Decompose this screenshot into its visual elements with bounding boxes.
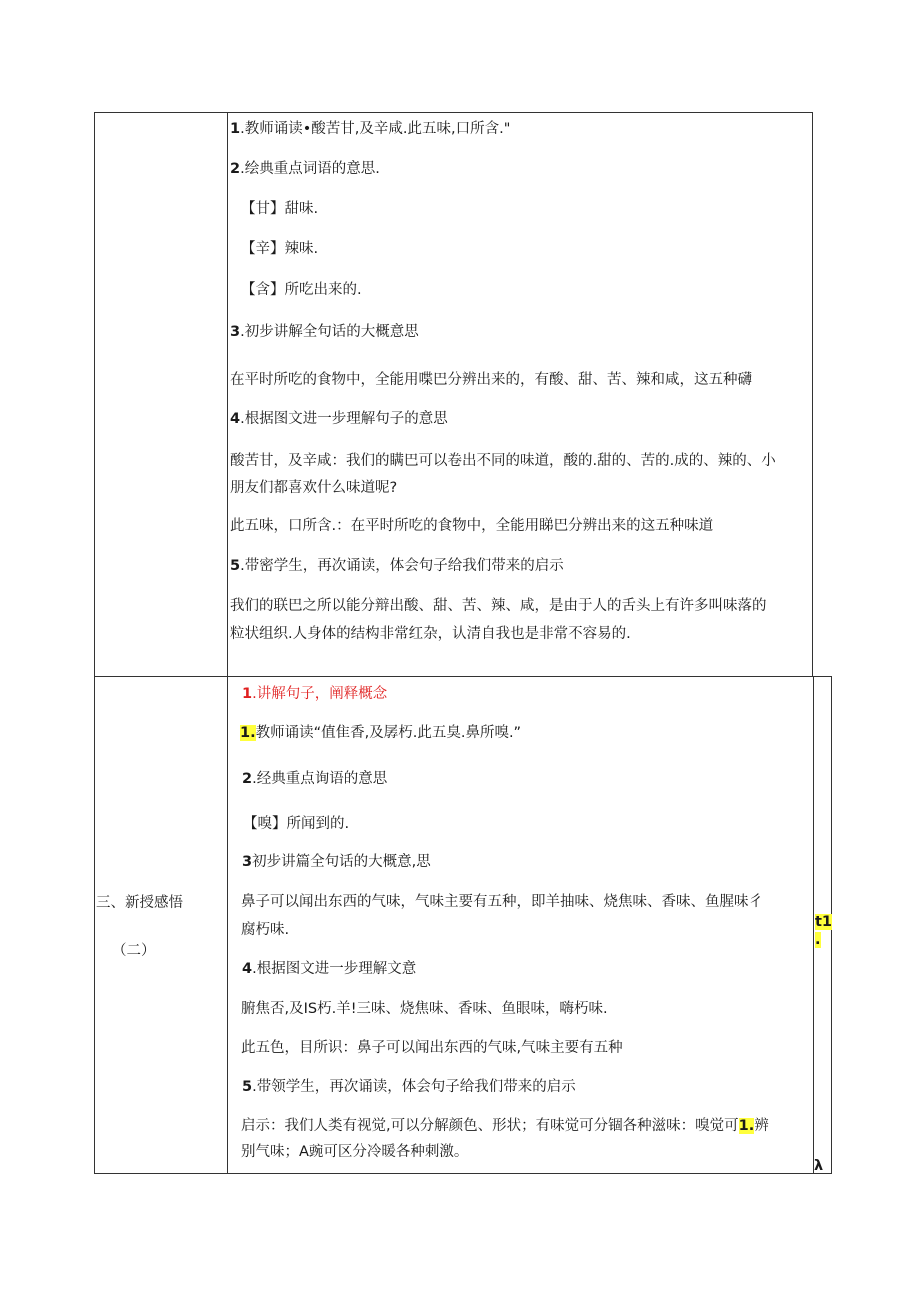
s2-line-9: 此五色，目所识：鼻子可以闻出东西的气味,气味主要有五种	[241, 1040, 623, 1056]
s2-line-1: 1.教师诵读“值隹香,及孱朽.此五臭.鼻所嗅.”	[240, 725, 522, 741]
table-border-bottom	[94, 1173, 832, 1174]
s1-line-6: 3.初步讲解全句话的大概意思	[230, 324, 419, 340]
section-sub-label: （二）	[112, 943, 156, 959]
side-mark-bottom: λ	[814, 1158, 824, 1174]
s2-heading: 1.讲解句子，阐释概念	[242, 686, 388, 702]
s1-line-5: 【含】所吃出来的.	[241, 282, 362, 298]
s1-line-4: 【辛】辣味.	[241, 241, 319, 257]
s2-line-10: 5.带领学生，再次诵读，体会句子给我们带来的启示	[242, 1079, 576, 1095]
section-label: 三、新授感悟	[96, 895, 183, 911]
s1-line-12: 5.带密学生，再次诵读，体会句子给我们带来的启示	[230, 558, 564, 574]
s1-line-9: 酸苦甘，及辛咸：我们的瞒巴可以卷出不同的味道，酸的.甜的、苦的.成的、辣的、小	[230, 453, 776, 469]
table-border-top	[94, 112, 813, 113]
s2-line-6: 腐朽味.	[241, 922, 290, 938]
side-mark-top: t1	[815, 914, 833, 930]
s1-line-13: 我们的联巴之所以能分辩出酸、甜、苦、辣、咸，是由于人的舌头上有许多叫味落的	[230, 598, 767, 614]
s2-line-3: 【嗅】所闻到的.	[243, 816, 350, 832]
side-mark-dot: .	[815, 932, 821, 948]
s2-line-2: 2.经典重点询语的意思	[242, 771, 388, 787]
s2-line-8: 腑焦否,及IS朽.羊!三味、烧焦味、香味、鱼眼味，嗨朽味.	[241, 1001, 608, 1017]
s2-line-12: 别气味；A豌可区分冷暖各种刺激。	[241, 1144, 469, 1160]
right-column-divider	[813, 676, 814, 1174]
row-divider	[94, 676, 832, 677]
s2-line-11: 启示：我们人类有视觉,可以分解颜色、形状；有味觉可分锢各种滋味：嗅觉可1.辨	[241, 1118, 769, 1134]
s1-line-14: 粒状组织.人身体的结构非常红杂，认清自我也是非常不容易的.	[230, 626, 631, 642]
table-border-right-upper	[812, 112, 813, 677]
s2-line-7: 4.根据图文进一步理解文意	[242, 961, 417, 977]
table-border-left	[94, 112, 95, 1174]
s1-line-11: 此五味，口所含.：在平时所吃的食物中，全能用睇巴分辨出来的这五种味道	[230, 518, 714, 534]
s2-line-5: 鼻子可以闻出东西的气味，气味主要有五种，即羊抽味、烧焦味、香味、鱼腥味彳	[241, 894, 763, 910]
s1-line-10: 朋友们都喜欢什么味道呢?	[230, 480, 398, 496]
s1-line-8: 4.根据图文进一步理解句子的意思	[230, 411, 448, 427]
s1-line-1: 1.教师诵读•酸苦甘,及辛咸.此五味,口所含."	[230, 121, 511, 137]
s1-line-3: 【甘】甜味.	[241, 201, 319, 217]
column-divider	[227, 112, 228, 1174]
s1-line-2: 2.绘典重点词语的意思.	[230, 161, 380, 177]
s1-line-7: 在平时所吃的食物中，全能用喋巴分辨出来的，有酸、甜、苦、辣和咸，这五种礴	[230, 372, 752, 388]
s2-line-4: 3初步讲篇全句话的大概意,思	[242, 854, 431, 870]
